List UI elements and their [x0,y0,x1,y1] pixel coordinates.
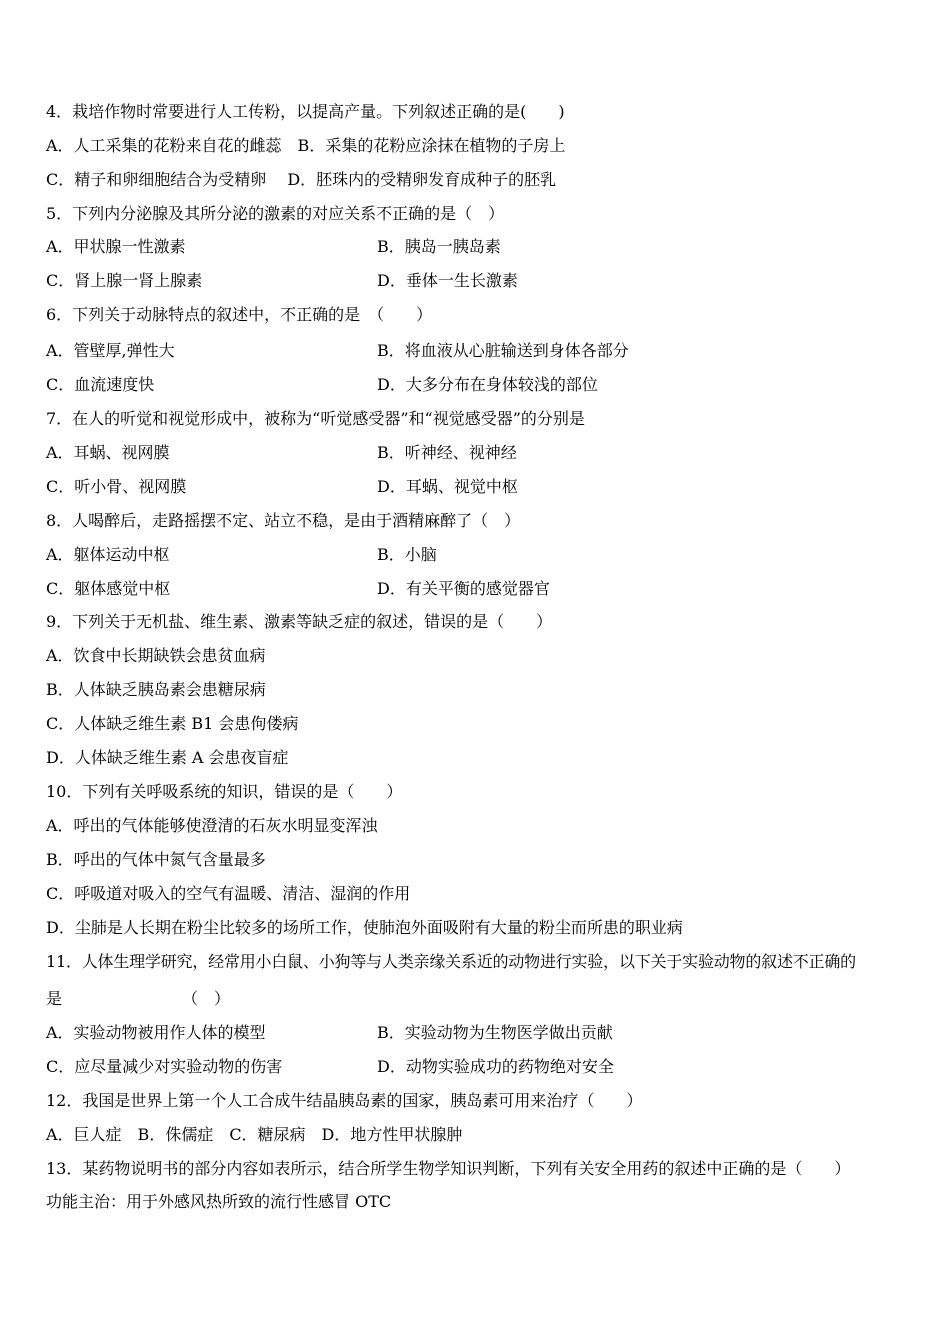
q8-option-d: D．有关平衡的感觉器官 [377,579,550,598]
q4-stem: 4．栽培作物时常要进行人工传粉，以提高产量。下列叙述正确的是( ) [46,102,565,121]
q5-row1 [46,237,501,257]
q7-stem: 7．在人的听觉和视觉形成中，被称为“听觉感受器”和“视觉感受器”的分别是 [46,409,585,428]
q9-option-c: C．人体缺乏维生素 B1 会患佝偻病 [46,714,299,733]
q10-option-a: A．呼出的气体能够使澄清的石灰水明显变浑浊 [46,816,378,835]
q7-option-c: C．听小骨、视网膜 [46,477,187,496]
q6-option-c: C．血流速度快 [46,375,155,394]
q5-option-a: A．甲状腺一性激素 [46,237,186,256]
q6-row1 [46,341,629,361]
q11-option-b: B．实验动物为生物医学做出贡献 [377,1023,613,1042]
q4-options-ab: A．人工采集的花粉来自花的雌蕊 B．采集的花粉应涂抹在植物的子房上 [46,136,566,155]
q7-option-b: B．听神经、视神经 [377,443,517,462]
q5-option-b: B．胰岛一胰岛素 [377,237,501,256]
q12-stem: 12．我国是世界上第一个人工合成牛结晶胰岛素的国家，胰岛素可用来治疗（ ） [46,1091,643,1110]
q7-option-d: D．耳蜗、视觉中枢 [377,477,518,496]
q6-option-a: A．管壁厚,弹性大 [46,341,175,360]
q11-stem-line1: 11．人体生理学研究，经常用小白鼠、小狗等与人类亲缘关系近的动物进行实验，以下关于实验动物的叙述不正确的 [46,952,856,971]
q5-row2 [46,271,518,291]
q13-drug-note: 功能主治：用于外感风热所致的流行性感冒 OTC [46,1192,392,1211]
q7-row1 [46,443,517,463]
q6-stem: 6．下列关于动脉特点的叙述中，不正确的是 （ ） [46,305,433,324]
q8-row1 [46,545,437,565]
q6-option-d: D．大多分布在身体较浅的部位 [377,375,598,394]
q8-option-c: C．躯体感觉中枢 [46,579,171,598]
q9-stem: 9．下列关于无机盐、维生素、激素等缺乏症的叙述，错误的是（ ） [46,612,553,631]
q8-row2 [46,579,550,599]
q11-option-c: C．应尽量减少对实验动物的伤害 [46,1057,283,1076]
q7-option-a: A．耳蜗、视网膜 [46,443,170,462]
q8-stem: 8．人喝醉后，走路摇摆不定、站立不稳，是由于酒精麻醉了（ ） [46,511,521,530]
q11-option-a: A．实验动物被用作人体的模型 [46,1023,266,1042]
q9-option-b: B．人体缺乏胰岛素会患糖尿病 [46,680,266,699]
q11-stem-line2: 是 （ ） [46,989,231,1008]
q10-option-d: D．尘肺是人长期在粉尘比较多的场所工作，使肺泡外面吸附有大量的粉尘而所患的职业病 [46,918,683,937]
q13-stem: 13．某药物说明书的部分内容如表所示，结合所学生物学知识判断，下列有关安全用药的叙述中正确的是（ ） [46,1159,851,1178]
q6-row2 [46,375,598,395]
q12-options: A．巨人症 B．侏儒症 C．糖尿病 D．地方性甲状腺肿 [46,1125,463,1144]
q10-option-c: C．呼吸道对吸入的空气有温暖、清洁、湿润的作用 [46,884,411,903]
q8-option-a: A．躯体运动中枢 [46,545,170,564]
q11-option-d: D．动物实验成功的药物绝对安全 [377,1057,614,1076]
q10-stem: 10．下列有关呼吸系统的知识，错误的是（ ） [46,782,403,801]
q9-option-a: A．饮食中长期缺铁会患贫血病 [46,646,266,665]
q5-stem: 5．下列内分泌腺及其所分泌的激素的对应关系不正确的是（ ） [46,204,505,223]
q6-option-b: B．将血液从心脏输送到身体各部分 [377,341,629,360]
q9-option-d: D．人体缺乏维生素 A 会患夜盲症 [46,748,289,767]
q5-option-c: C．肾上腺一肾上腺素 [46,271,203,290]
q4-options-cd: C．精子和卵细胞结合为受精卵 D．胚珠内的受精卵发育成种子的胚乳 [46,170,557,189]
q7-row2 [46,477,518,497]
q10-option-b: B．呼出的气体中氮气含量最多 [46,850,266,869]
q11-row1 [46,1023,613,1043]
q5-option-d: D．垂体一生长激素 [377,271,518,290]
q11-row2 [46,1057,614,1077]
q8-option-b: B．小脑 [377,545,437,564]
